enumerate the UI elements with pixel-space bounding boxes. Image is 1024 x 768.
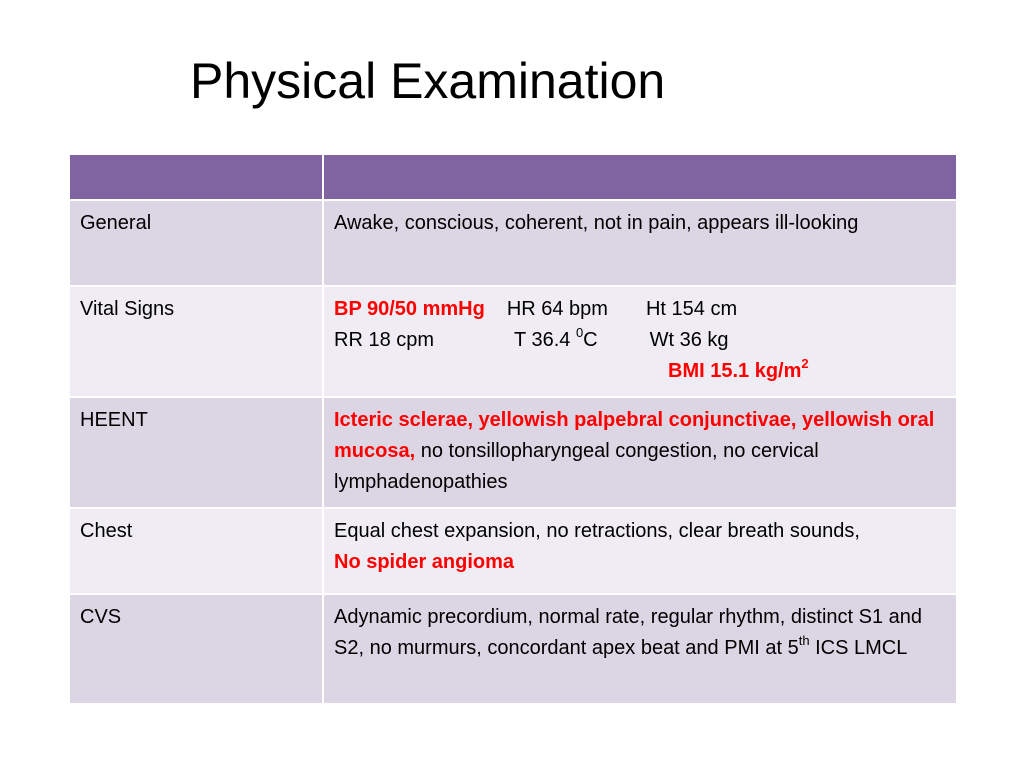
header-cell-right: [323, 154, 957, 200]
hr-value: HR 64 bpm: [506, 298, 608, 320]
row-label: CVS: [69, 594, 323, 704]
cvs-findings: Adynamic precordium, normal rate, regular rhythm, distinct S1 and S2, no murmurs, concordant apex beat and PMI at 5: [334, 606, 923, 659]
bmi-value: [334, 356, 946, 387]
table-header: [69, 154, 957, 200]
physical-exam-table: [68, 153, 958, 705]
cvs-findings-end: ICS LMCL: [809, 637, 908, 659]
heent-abnormal-findings: Icteric sclerae, yellowish palpebral conjunctivae, yellowish oral mucosa,: [334, 409, 935, 462]
table-row-chest: [69, 508, 957, 594]
chest-findings: Equal chest expansion, no retractions, clear breath sounds,: [334, 520, 860, 542]
row-label: General: [69, 200, 323, 286]
heent-normal-findings: no tonsillopharyngeal congestion, no cervical lymphadenopathies: [334, 440, 819, 493]
row-label: Vital Signs: [69, 286, 323, 397]
wt-value: Wt 36 kg: [649, 329, 729, 351]
table-row-heent: [69, 397, 957, 508]
row-finding: Awake, conscious, coherent, not in pain, appears ill-looking: [323, 200, 957, 286]
rr-value: RR 18 cpm: [334, 329, 435, 351]
temp-value: [514, 325, 598, 351]
row-finding: [323, 397, 957, 508]
ht-value: Ht 154 cm: [645, 298, 738, 320]
row-finding: [323, 286, 957, 397]
page-title: Physical Examination: [190, 53, 666, 109]
header-cell-left: [69, 154, 323, 200]
table-row-cvs: [69, 594, 957, 704]
row-label: Chest: [69, 508, 323, 594]
row-finding: [323, 594, 957, 704]
table-row-vital-signs: [69, 286, 957, 397]
bp-value: BP 90/50 mmHg: [334, 298, 485, 320]
chest-highlight: No spider angioma: [334, 551, 515, 573]
header-row: [69, 154, 957, 200]
cvs-ordinal-sup: th: [798, 633, 810, 649]
temp-degree-sup: 0: [575, 325, 584, 341]
temp-text: T 36.4: [514, 329, 576, 351]
bmi-text: BMI 15.1 kg/m: [668, 360, 802, 382]
row-finding: [323, 508, 957, 594]
table-row-general: [69, 200, 957, 286]
row-label: HEENT: [69, 397, 323, 508]
bmi-sup: 2: [801, 356, 809, 372]
temp-unit: C: [583, 329, 598, 351]
